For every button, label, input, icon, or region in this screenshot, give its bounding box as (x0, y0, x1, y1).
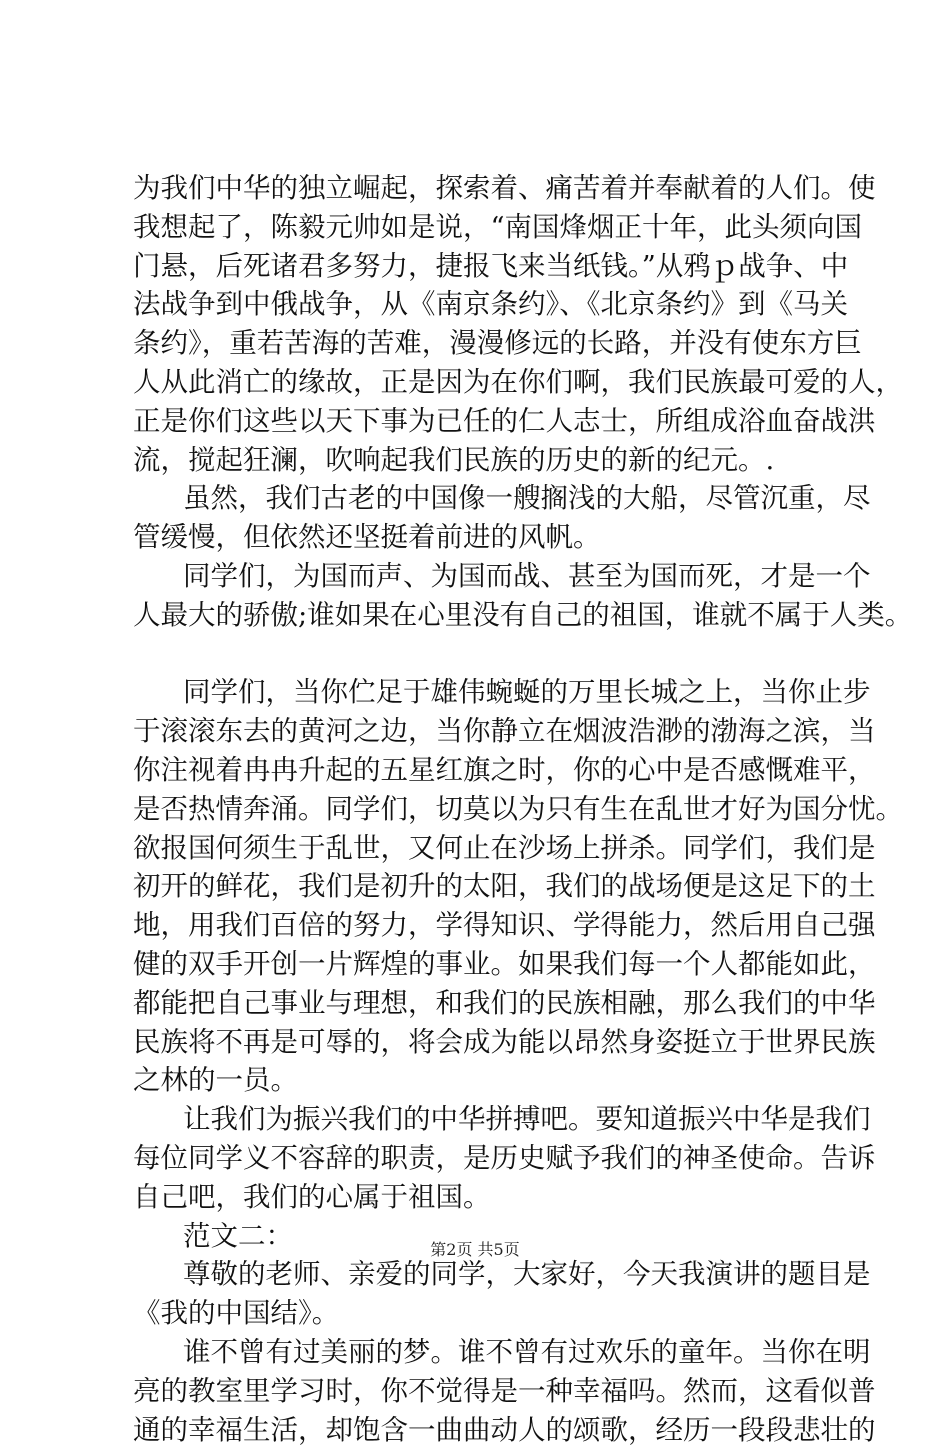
text-line: 条约》，重若苦海的苦难，漫漫修远的长路，并没有使东方巨 (133, 324, 853, 363)
text-line: 让我们为振兴我们的中华拼搏吧。要知道振兴中华是我们 (133, 1100, 853, 1139)
text-line: 门悬，后死诸君多努力，捷报飞来当纸钱。”从鸦ｐ战争、中 (133, 247, 853, 286)
text-line: 民族将不再是可辱的，将会成为能以昂然身姿挺立于世界民族 (133, 1023, 853, 1062)
paragraph-8 (133, 1333, 853, 1449)
text-line: 同学们，为国而声、为国而战、甚至为国而死，才是一个 (133, 557, 853, 596)
text-line: 你注视着冉冉升起的五星红旗之时，你的心中是否感慨难平， (133, 751, 853, 790)
text-line: 地，用我们百倍的努力，学得知识、学得能力，然后用自己强 (133, 906, 853, 945)
text-line: 为我们中华的独立崛起，探索着、痛苦着并奉献着的人们。使 (133, 169, 853, 208)
text-line: 管缓慢，但依然还坚挺着前进的风帆。 (133, 518, 853, 557)
text-line: 通的幸福生活，却饱含一曲曲动人的颂歌，经历一段段悲壮的 (133, 1411, 853, 1449)
text-line: 我想起了，陈毅元帅如是说，“南国烽烟正十年，此头须向国 (133, 208, 853, 247)
paragraph-4 (133, 673, 853, 1100)
text-line: 都能把自己事业与理想，和我们的民族相融，那么我们的中华 (133, 984, 853, 1023)
text-line: 流，搅起狂澜，吹响起我们民族的历史的新的纪元。. (133, 441, 853, 480)
text-line: 欲报国何须生于乱世，又何止在沙场上拼杀。同学们，我们是 (133, 829, 853, 868)
text-line: 人最大的骄傲;谁如果在心里没有自己的祖国，谁就不属于人类。 (133, 596, 853, 635)
text-line: 健的双手开创一片辉煌的事业。如果我们每一个人都能如此， (133, 945, 853, 984)
page-number-footer: 第2页 共5页 (0, 1240, 950, 1260)
paragraph-2 (133, 479, 853, 557)
paragraph-1 (133, 169, 853, 479)
text-line: 是否热情奔涌。同学们，切莫以为只有生在乱世才好为国分忧。 (133, 790, 853, 829)
paragraph-7 (133, 1255, 853, 1333)
paragraph-spacer (133, 635, 853, 674)
paragraph-3 (133, 557, 853, 635)
text-line: 初开的鲜花，我们是初升的太阳，我们的战场便是这足下的土 (133, 867, 853, 906)
paragraph-5 (133, 1100, 853, 1216)
text-line: 范文二： (133, 1217, 853, 1256)
text-line: 《我的中国结》。 (133, 1294, 853, 1333)
text-line: 虽然，我们古老的中国像一艘搁浅的大船，尽管沉重，尽 (133, 479, 853, 518)
text-line: 之林的一员。 (133, 1061, 853, 1100)
text-line: 亮的教室里学习时，你不觉得是一种幸福吗。然而，这看似普 (133, 1372, 853, 1411)
text-line: 正是你们这些以天下事为已任的仁人志士，所组成浴血奋战洪 (133, 402, 853, 441)
text-line: 同学们，当你伫足于雄伟蜿蜒的万里长城之上，当你止步 (133, 673, 853, 712)
text-line: 每位同学义不容辞的职责，是历史赋予我们的神圣使命。告诉 (133, 1139, 853, 1178)
text-line: 尊敬的老师、亲爱的同学，大家好，今天我演讲的题目是 (133, 1255, 853, 1294)
text-line: 人从此消亡的缘故，正是因为在你们啊，我们民族最可爱的人， (133, 363, 853, 402)
text-line: 于滚滚东去的黄河之边，当你静立在烟波浩渺的渤海之滨，当 (133, 712, 853, 751)
text-line: 法战争到中俄战争，从《南京条约》、《北京条约》到《马关 (133, 285, 853, 324)
text-line: 谁不曾有过美丽的梦。谁不曾有过欢乐的童年。当你在明 (133, 1333, 853, 1372)
text-line: 自己吧，我们的心属于祖国。 (133, 1178, 853, 1217)
